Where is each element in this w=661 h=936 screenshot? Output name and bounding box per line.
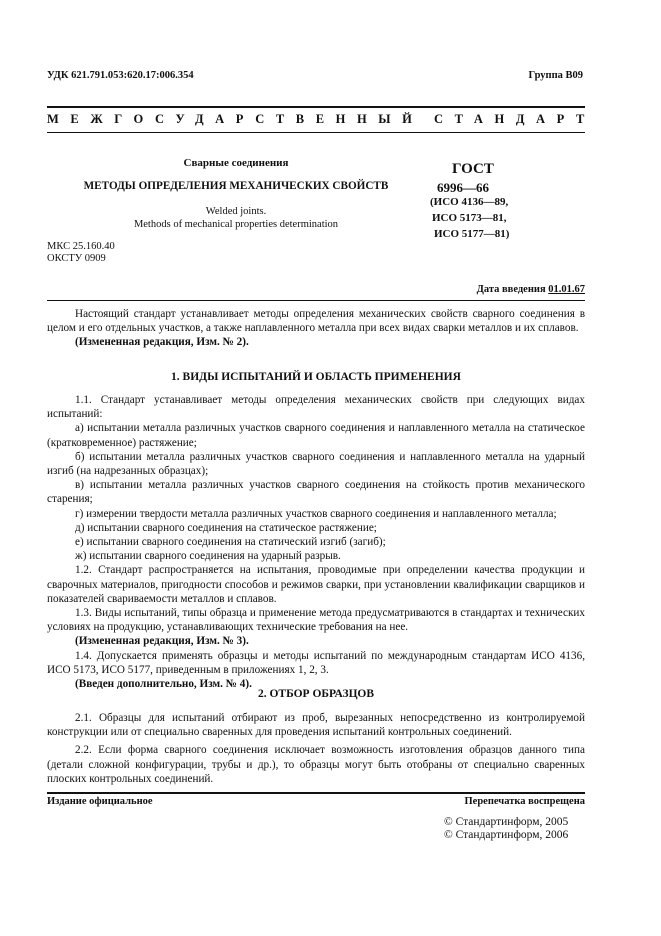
document-title: МЕТОДЫ ОПРЕДЕЛЕНИЯ МЕХАНИЧЕСКИХ СВОЙСТВ [83, 180, 389, 192]
clause-1-1: 1.1. Стандарт устанавливает методы определения механических свойств при следующих видах испытаний: [47, 394, 585, 421]
official-edition: Издание официальное [47, 796, 153, 807]
banner-top-rule [47, 106, 585, 108]
introduction-date [477, 284, 585, 295]
group-code: Группа В09 [528, 70, 583, 81]
okstu-code: ОКСТУ 0909 [47, 253, 106, 264]
clause-2-2: 2.2. Если форма сварного соединения исключает возможность изготовления образцов данного типа (детали сложной конфигурации, трубы и др.), то образцы могут быть отобраны от специально сваренных плоских контрольных соединений. [47, 744, 585, 785]
banner-bottom-rule [47, 132, 585, 133]
section1-body [47, 393, 585, 691]
intro-block [47, 307, 585, 350]
gost-label: ГОСТ [452, 161, 494, 177]
reprint-notice: Перепечатка воспрещена [464, 796, 585, 807]
list-item-d: д) испытании сварного соединения на статическое растяжение; [75, 521, 377, 534]
gost-number: 6996—66 [437, 180, 489, 195]
date-rule [47, 300, 585, 301]
copyright-2006: © Стандартинформ, 2006 [444, 829, 569, 841]
clause-1-2: 1.2. Стандарт распространяется на испытания, проводимые при определении качества продукции и сварочных материалов, пригодности способов и режимов сварки, при установлении квалификации сварщиков и показателей свариваемости металлов и сплавов. [47, 564, 585, 605]
mks-code: МКС 25.160.40 [47, 241, 115, 252]
list-item-g: г) измерении твердости металла различных участков сварного соединения и наплавленного металла; [75, 507, 557, 520]
section1-title: 1. ВИДЫ ИСПЫТАНИЙ И ОБЛАСТЬ ПРИМЕНЕНИЯ [171, 371, 461, 383]
list-item-e: е) испытании сварного соединения на статический изгиб (загиб); [75, 536, 386, 549]
iso-reference-2: ИСО 5173—81, [432, 212, 507, 224]
english-title-line1: Welded joints. [205, 206, 267, 217]
list-item-zh: ж) испытании сварного соединения на ударный разрыв. [75, 550, 341, 563]
footer-rule [47, 792, 585, 794]
section2-title: 2. ОТБОР ОБРАЗЦОВ [257, 688, 375, 700]
list-item-b: б) испытании металла различных участков сварного соединения и наплавленного металла на ударный изгиб (на надрезанных образцах); [47, 450, 585, 478]
clause-1-4: 1.4. Допускается применять образцы и методы испытаний по международным стандартам ИСО 4136, ИСО 5173, ИСО 5177, приведенным в приложениях 1, 2, 3. [47, 649, 585, 676]
introduction-date-label: Дата введения [476, 284, 546, 295]
clause-2-1: 2.1. Образцы для испытаний отбирают из проб, вырезанных непосредственно из контролируемой конструкции или от специально сваренных для проведения испытаний контрольных соединений. [47, 712, 585, 739]
document-subtitle: Сварные соединения [183, 157, 289, 169]
intro-paragraph: Настоящий стандарт устанавливает методы определения механических свойств сварного соединения в целом и его отдельных участков, а также наплавленного металла при всех видах сварки металлов и их сплавов. [47, 308, 585, 335]
introduction-date-value: 01.01.67 [548, 284, 585, 295]
copyright-2005: © Стандартинформ, 2005 [444, 816, 569, 828]
banner-right: СТАНДАРТ [433, 112, 596, 126]
section2-body [47, 711, 585, 786]
list-item-v: в) испытании металла различных участков сварного соединения на стойкость против механического старения; [47, 479, 585, 506]
udk-code: УДК 621.791.053:620.17:006.354 [47, 70, 194, 81]
clause-1-3: 1.3. Виды испытаний, типы образца и применение метода предусматриваются в стандартах и технических условиях на продукцию, устанавливающих технические требования на нее. [47, 607, 585, 634]
banner-left: МЕЖГОСУДАРСТВЕННЫЙ [47, 112, 424, 126]
iso-reference-1: (ИСО 4136—89, [430, 196, 509, 208]
iso-reference-3: ИСО 5177—81) [434, 228, 510, 240]
english-title-line2: Methods of mechanical properties determination [133, 219, 339, 230]
list-item-a: а) испытании металла различных участков сварного соединения и наплавленного металла на статическое (кратковременное) растяжение; [47, 422, 585, 449]
clause-1-3-amendment: (Измененная редакция, Изм. № 3). [75, 635, 249, 648]
intro-amendment: (Измененная редакция, Изм. № 2). [75, 336, 249, 349]
clause-1-4-amendment: (Введен дополнительно, Изм. № 4). [75, 678, 252, 691]
